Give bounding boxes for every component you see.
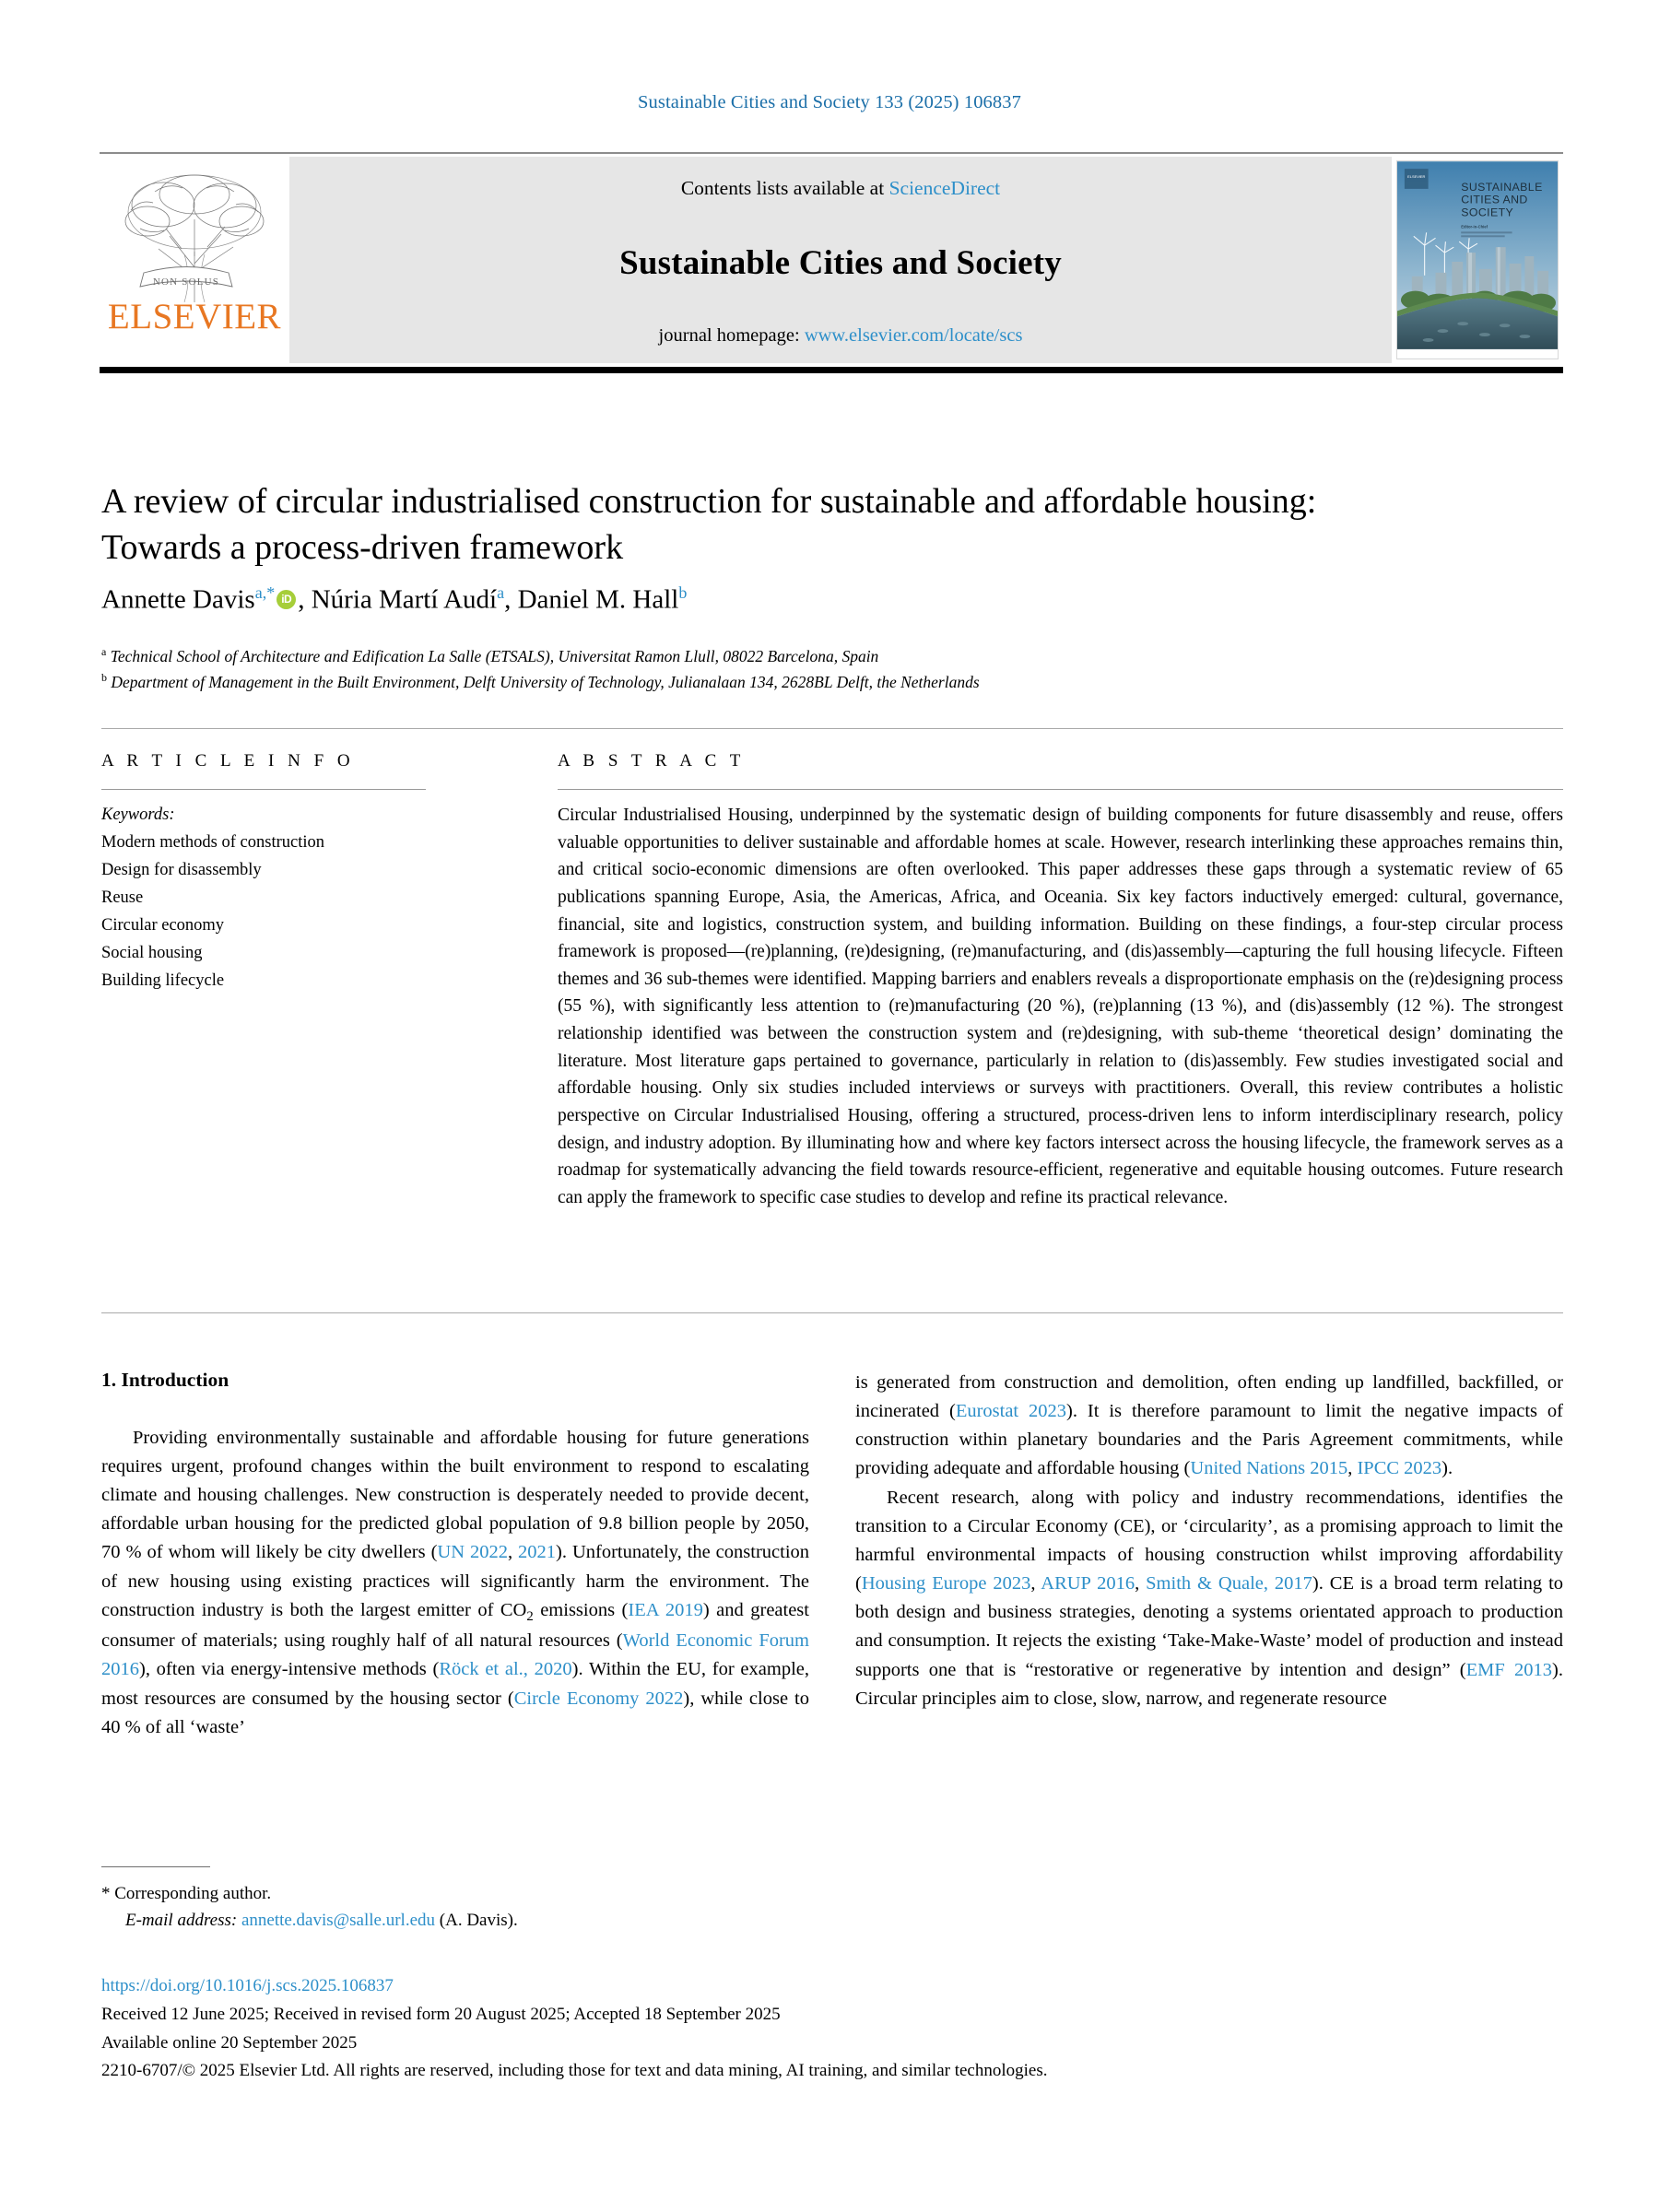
author-marks: a,* — [254, 583, 276, 602]
body-text: ). Within the EU, for example, most resources are consumed by the housing sector ( — [101, 1659, 809, 1709]
body-text: , — [1347, 1458, 1358, 1479]
introduction-right-column — [855, 1369, 1563, 1713]
svg-text:NON SOLUS: NON SOLUS — [152, 276, 220, 288]
affiliation-text: Technical School of Architecture and Edification La Salle (ETSALS), Universitat Ramon Llull, 08022 Barcelona, Spain — [110, 646, 879, 665]
citation-link[interactable]: UN 2022 — [437, 1542, 508, 1563]
keyword-item: Social housing — [101, 943, 203, 962]
keyword-item: Building lifecycle — [101, 971, 225, 990]
article-footer-meta — [101, 1972, 1576, 2086]
info-bottom-divider — [101, 1312, 1563, 1313]
body-text: , — [1030, 1573, 1041, 1594]
affiliation-mark: a — [101, 645, 107, 658]
article-info-rule — [101, 789, 426, 790]
body-text: ) and greatest consumer of materials; using roughly half of all natural resources ( — [101, 1599, 809, 1652]
journal-title: Sustainable Cities and Society — [619, 243, 1062, 282]
citation-link[interactable]: EMF 2013 — [1465, 1659, 1553, 1680]
citation-link[interactable]: World Economic Forum 2016 — [101, 1630, 810, 1680]
journal-cover-image — [1396, 160, 1559, 359]
journal-band — [289, 157, 1392, 363]
keyword-item: Reuse — [101, 888, 144, 907]
info-top-divider — [101, 728, 1563, 729]
body-text: ). It is therefore paramount to limit the negative impacts of construction within planetary boundaries and the Paris Agreement commitments, while providing adequate and affordable housing ( — [855, 1401, 1563, 1479]
body-text: ), often via energy-intensive methods ( — [139, 1659, 440, 1680]
body-text: Providing environmentally sustainable and affordable housing for future generations requires urgent, profound changes within the built environment to respond to escalating climate and housing challenges. New construction is desperately needed to provide decent, affordable urban housing for the predicted global population of 9.8 billion people by 2050, 70 % of whom will likely be city dwellers ( — [101, 1427, 809, 1563]
journal-cover-block — [1392, 157, 1563, 363]
body-text: , — [507, 1542, 519, 1563]
affiliation-mark: b — [101, 670, 107, 684]
body-text: ). CE is a broad term relating to both design and business strategies, denoting a systems orientated approach to production and consumption. It rejects the existing ‘Take-Make-Waste’ model of production and instead supports one that is “restorative or regenerative by intention and design” ( — [855, 1573, 1564, 1680]
page-title: A review of circular industrialised construction for sustainable and affordable housing: Towards a process-driven framework — [101, 482, 1317, 567]
elsevier-logo-block — [100, 157, 289, 363]
svg-text:SOCIETY: SOCIETY — [1461, 206, 1514, 219]
journal-masthead — [100, 152, 1563, 363]
corresponding-author-line: * Corresponding author. — [101, 1884, 272, 1903]
body-text: emissions ( — [533, 1599, 629, 1620]
author-marks: a — [497, 583, 505, 602]
homepage-prefix: journal homepage: — [658, 325, 805, 346]
citation-link[interactable]: IEA 2019 — [628, 1599, 703, 1620]
article-info-column — [101, 751, 507, 995]
body-paragraph — [855, 1484, 1563, 1713]
introduction-heading: 1. Introduction — [101, 1369, 229, 1391]
author-separator: , — [504, 584, 518, 615]
email-line — [101, 1907, 931, 1934]
svg-text:SUSTAINABLE: SUSTAINABLE — [1461, 180, 1543, 194]
body-paragraph — [101, 1424, 809, 1742]
footnote-rule — [101, 1866, 210, 1867]
abstract-column — [558, 751, 1563, 1211]
author-name: Daniel M. Hall — [517, 584, 679, 615]
elsevier-wordmark: ELSEVIER — [107, 297, 282, 336]
affiliation-item — [101, 643, 1484, 669]
keyword-item: Design for disassembly — [101, 860, 262, 879]
contents-available-line — [681, 177, 1000, 200]
body-text: ). — [1441, 1458, 1453, 1479]
corresponding-author-note — [101, 1880, 931, 1935]
affiliation-text: Department of Management in the Built Environment, Delft University of Technology, Julianalaan 134, 2628BL Delft, the Netherlands — [111, 672, 980, 691]
citation-link[interactable]: IPCC 2023 — [1357, 1458, 1442, 1479]
svg-text:ELSEVIER: ELSEVIER — [1407, 174, 1426, 180]
svg-text:Editor-in-Chief: Editor-in-Chief — [1461, 224, 1488, 229]
abstract-label: A B S T R A C T — [558, 751, 746, 771]
citation-link[interactable]: Röck et al., 2020 — [439, 1659, 572, 1680]
body-text: ). Circular principles aim to close, slow, narrow, and regenerate resource — [855, 1659, 1563, 1709]
author-marks: b — [678, 583, 688, 602]
sciencedirect-link[interactable]: ScienceDirect — [888, 177, 1001, 199]
running-head: Sustainable Cities and Society 133 (2025) 106837 — [638, 92, 1021, 112]
doi-link[interactable]: https://doi.org/10.1016/j.scs.2025.106837 — [101, 1976, 394, 1995]
citation-link[interactable]: Eurostat 2023 — [955, 1401, 1067, 1422]
citation-link[interactable]: Circle Economy 2022 — [513, 1688, 684, 1709]
elsevier-tree-icon — [112, 164, 276, 302]
orcid-icon[interactable]: iD — [276, 590, 296, 609]
citation-link[interactable]: Housing Europe 2023 — [861, 1573, 1031, 1594]
journal-homepage-line — [659, 325, 1023, 347]
author-name: Annette Davis — [101, 584, 255, 615]
email-suffix: (A. Davis). — [439, 1911, 518, 1931]
body-paragraph — [855, 1369, 1563, 1484]
masthead-bottom-rule — [100, 367, 1563, 373]
body-text: Recent research, along with policy and industry recommendations, identifies the transition to a Circular Economy (CE), or ‘circularity’, as a promising approach to limit the harmful environmental impacts of housing construction whilst improving affordability ( — [855, 1487, 1563, 1594]
abstract-text: Circular Industrialised Housing, underpinned by the systematic design of building components for future disassembly and reuse, offers valuable opportunities to deliver sustainable and affordable homes at scale. However, research interlinking these approaches remains thin, and critical socio-economic dimensions are often overlooked. This paper addresses these gaps through a systematic review of 65 publications spanning Europe, Asia, the Americas, Africa, and Oceania. Six key factors inductively emerged: cultural, governance, financial, site and logistics, construction system, and building information. Building on these findings, a four-step circular process framework is proposed—(re)planning, (re)designing, (re)manufacturing, and (dis)assembly—capturing the full housing lifecycle. Fifteen themes and 36 sub-themes were identified. Mapping barriers and enablers reveals a disproportionate emphasis on the (re)designing process (55 %), with significantly less attention to (re)manufacturing (20 %), (re)planning (13 %), and (dis)assembly (12 %). The strongest relationship identified was between the construction system and (re)designing, with sub-theme ‘theoretical design’ dominating the literature. Most literature gaps pertained to governance, particularly in relation to (dis)assembly. Few studies investigated social and affordable housing. Only six studies included interviews or surveys with practitioners. Overall, this review contributes a holistic perspective on Circular Industrialised Housing, offering a structured, process-driven lens to inform interdisciplinary research, policy design, and industry adoption. By illuminating how and where key factors intersect across the housing lifecycle, the framework serves as a roadmap for systematically advancing the field towards resource-efficient, regenerative and equitable housing outcomes. Future research can apply the framework to specific case studies to develop and refine its practical relevance. — [558, 806, 1563, 1207]
non-solus-banner — [140, 267, 232, 288]
citation-link[interactable]: 2021 — [518, 1542, 557, 1563]
affiliation-item — [101, 669, 1484, 695]
svg-text:CITIES AND: CITIES AND — [1461, 193, 1528, 206]
author-list — [101, 582, 1484, 618]
body-text: is generated from construction and demolition, often ending up landfilled, backfilled, or incinerated ( — [855, 1372, 1563, 1422]
author-name: Núria Martí Audí — [311, 584, 498, 615]
citation-link[interactable]: ARUP 2016 — [1041, 1573, 1135, 1594]
body-text: ). Unfortunately, the construction of new housing using existing practices will significantly harm the environment. The construction industry is both the largest emitter of CO — [101, 1542, 810, 1620]
received-dates: Received 12 June 2025; Received in revised form 20 August 2025; Accepted 18 September 2025 — [101, 2004, 781, 2024]
keyword-item: Circular economy — [101, 915, 225, 935]
introduction-left-column — [101, 1369, 809, 1742]
contents-prefix: Contents lists available at — [680, 177, 889, 199]
journal-homepage-link[interactable]: www.elsevier.com/locate/scs — [804, 325, 1023, 346]
citation-link[interactable]: Smith & Quale, 2017 — [1146, 1573, 1312, 1594]
subscript: 2 — [526, 1608, 534, 1624]
email-label: E-mail address: — [125, 1911, 238, 1931]
article-info-label: A R T I C L E I N F O — [101, 751, 355, 771]
copyright-line: 2210-6707/© 2025 Elsevier Ltd. All rights are reserved, including those for text and data mining, AI training, and similar technologies. — [101, 2061, 1048, 2081]
available-online-date: Available online 20 September 2025 — [101, 2032, 358, 2053]
body-text: ), while close to 40 % of all ‘waste’ — [101, 1688, 809, 1737]
affiliation-list — [101, 643, 1484, 695]
abstract-rule — [558, 789, 1563, 790]
keyword-item: Modern methods of construction — [101, 832, 324, 852]
body-text: , — [1135, 1573, 1147, 1594]
citation-link[interactable]: United Nations 2015 — [1190, 1458, 1348, 1479]
author-separator: , — [298, 584, 312, 615]
keywords-label: Keywords: — [101, 806, 175, 824]
email-link[interactable]: annette.davis@salle.url.edu — [241, 1911, 436, 1931]
